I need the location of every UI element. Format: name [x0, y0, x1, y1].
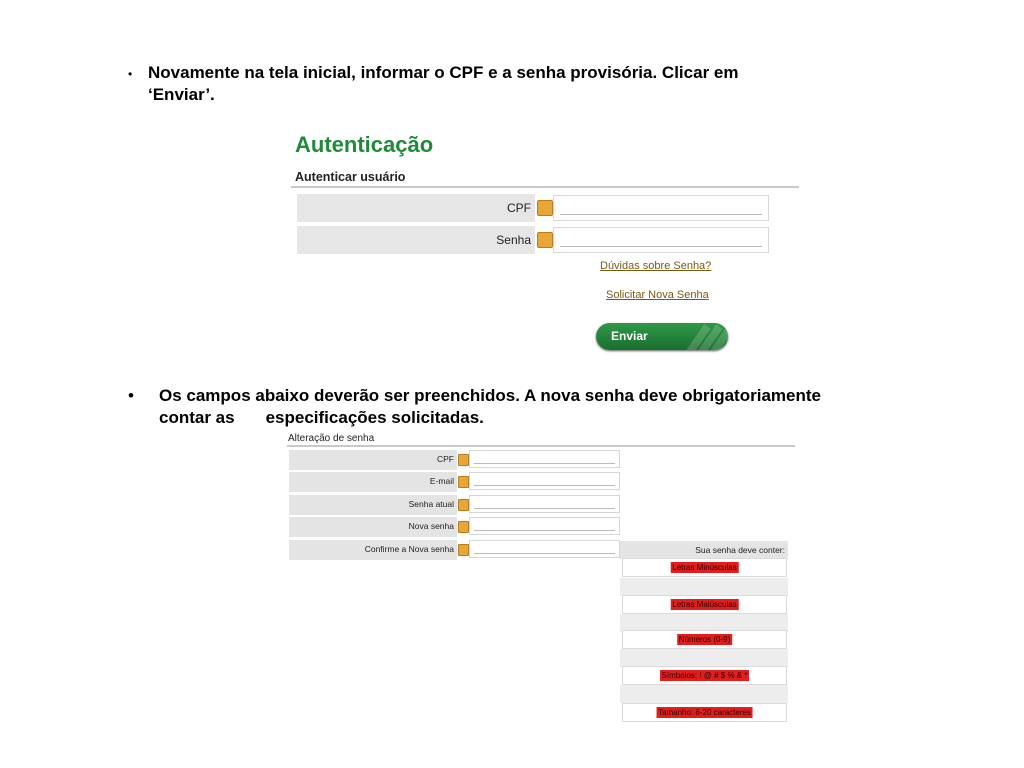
key-icon	[537, 200, 553, 216]
cpf-input[interactable]	[553, 195, 769, 221]
auth-title: Autenticação	[295, 132, 434, 157]
field-label-cell	[289, 472, 457, 492]
key-icon	[458, 544, 469, 556]
requirement-symbols: Símbolos: ! @ # $ % & *	[661, 671, 748, 680]
confirm-password-label: Confirme a Nova senha	[364, 544, 454, 554]
password-change-panel	[287, 430, 797, 730]
field-label-cell	[289, 495, 457, 515]
cpf-label: CPF	[437, 454, 454, 464]
email-label: E-mail	[429, 476, 454, 486]
field-label-cell	[289, 517, 457, 537]
requirement-item	[622, 558, 787, 577]
requirement-lowercase: Letras Minúsculas	[672, 563, 737, 572]
instruction-2-line-2: contar as especificações solicitadas.	[159, 408, 484, 427]
instruction-bullet-2	[128, 385, 968, 429]
password-change-title: Alteração de senha	[288, 433, 375, 444]
key-icon	[458, 521, 469, 533]
requirement-item	[622, 595, 787, 614]
email-input[interactable]	[469, 472, 620, 490]
requirement-length: Tamanho: 6-20 caracteres	[658, 708, 751, 717]
requirement-uppercase: Letras Maiúsculas	[672, 600, 737, 609]
senha-label-cell	[297, 226, 535, 254]
instruction-bullet-1	[128, 62, 858, 106]
key-icon	[458, 454, 469, 466]
new-password-input[interactable]	[469, 517, 620, 535]
instruction-1-line-1: Novamente na tela inicial, informar o CPF e a senha provisória. Clicar em	[148, 63, 739, 82]
new-password-label: Nova senha	[408, 521, 454, 531]
bullet-glyph: •	[128, 386, 134, 405]
password-change-divider	[287, 445, 795, 447]
requirement-item	[622, 630, 787, 649]
requirement-item	[622, 666, 787, 685]
requirement-numbers: Números (0-9)	[678, 635, 731, 644]
auth-panel	[289, 128, 801, 353]
field-label-cell	[289, 450, 457, 470]
current-password-label: Senha atual	[408, 499, 454, 509]
senha-input[interactable]	[553, 227, 769, 253]
confirm-password-input[interactable]	[469, 540, 620, 558]
field-label-cell	[289, 540, 457, 560]
cpf-label: CPF	[507, 201, 531, 215]
auth-subtitle: Autenticar usuário	[295, 170, 406, 184]
key-icon	[537, 232, 553, 248]
requirement-item	[622, 703, 787, 722]
password-help-link[interactable]: Dúvidas sobre Senha?	[600, 260, 712, 272]
cpf-label-cell	[297, 194, 535, 222]
instruction-1-line-2: ‘Enviar’.	[148, 85, 215, 104]
key-icon	[458, 499, 469, 511]
current-password-input[interactable]	[469, 495, 620, 513]
enviar-button-label: Enviar	[611, 329, 648, 343]
cpf-input[interactable]	[469, 450, 620, 468]
bullet-glyph: •	[128, 67, 133, 81]
auth-divider	[291, 186, 799, 188]
key-icon	[458, 476, 469, 488]
request-new-password-link[interactable]: Solicitar Nova Senha	[606, 289, 709, 301]
instruction-2-line-1: Os campos abaixo deverão ser preenchidos. A nova senha deve obrigatoriamente	[159, 386, 821, 405]
senha-label: Senha	[496, 233, 531, 247]
requirements-header: Sua senha deve conter:	[620, 541, 788, 559]
enviar-button[interactable]	[596, 323, 728, 350]
